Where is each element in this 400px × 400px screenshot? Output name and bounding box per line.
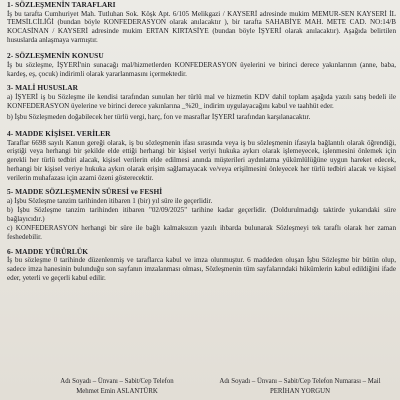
section-heading: 4- MADDE KİŞİSEL VERİLER	[7, 129, 111, 139]
section-effectiveness	[7, 248, 396, 283]
signature-caption: Adı Soyadı – Ünvanı – Sabit/Cep Telefon	[60, 378, 174, 385]
section-paragraph: a) İşbu Sözleşme tanzim tarihinden itibaren 1 (bir) yıl süre ile geçerlidir.	[7, 196, 213, 205]
section-paragraph: b) İşbu Sözleşmeden doğabilecek her türlü vergi, harç, fon ve masraflar İŞYERİ tarafından karşılanacaktır.	[7, 113, 311, 122]
signature-left	[22, 378, 212, 396]
section-duration	[7, 188, 396, 241]
section-paragraph: İş bu tarafta Cumhuriyet Mah. Tutluhan Sok. Köşk Apt. 6/105 Melikgazi / KAYSERİ adresinde mukim MEMUR-SEN KAYSERİ İL TEMSİLCİLİĞİ (bundan böyle KONFEDERASYON olarak anılacaktır ), bir tarafta SAHABİYE MAH. METE CAD. NO:14/B KOCASİNAN / KAYSERİ adresinde mukim ERTAN KIRTASİYE (bundan böyle İŞYERİ olarak anılacaktır). Aşağıda belirtilen hususlarda anlaşmaya varmıştır.	[7, 9, 396, 44]
section-heading: 5- MADDE SÖZLEŞMENİN SÜRESİ ve FESHİ	[7, 187, 163, 197]
signature-caption: Adı Soyadı – Ünvanı – Sabit/Cep Telefon Numarası – Mail	[219, 378, 381, 385]
section-paragraph: Taraflar 6698 sayılı Kanun gereği olarak, iş bu sözleşmenin ifası sırasında veya iş bu sözleşmenin ifasıyla bağlantılı olarak öğrendiği, eriştiği veya herhangi bir şekilde elde ettiği herhangi bir kişisel veriyi hukuka aykırı olarak işlemeyecek, işlenmesini önlemek için gerekli her türlü tedbiri alacak, kişisel verilerin elde edilmesi anında müşterileri aydınlatma yükümlülüğüne uygun hareket edecek, herhangi bir kişisel veriye hukuka aykırı olarak erişim sağlamayacak ve/veya erişilmesini önleyecek her türlü tedbiri alacak ve kişisel verilerin muhafazası için azami özeni gösterecektir.	[7, 138, 396, 182]
signature-block	[0, 374, 400, 400]
section-paragraph: a) İŞYERİ iş bu Sözleşme ile kendisi tarafından sunulan her türlü mal ve hizmetin KDV dahil toplam aşağıda yazılı satış bedeli ile KONFEDERASYON üyelerine ve birinci derece yakınlarına _%20_ indirim uygulayacağını kabul ve taahhüt eder.	[7, 93, 396, 110]
section-parties	[7, 1, 396, 44]
section-heading: 2- SÖZLEŞMENİN KONUSU	[7, 51, 104, 61]
section-heading: 3- MALİ HUSUSLAR	[7, 83, 79, 93]
section-personal-data	[7, 130, 396, 182]
signature-right	[205, 378, 395, 396]
section-financial	[7, 84, 396, 122]
section-paragraph: İş bu sözleşme 0 tarihinde düzenlenmiş ve taraflarca kabul ve imza olunmuştur. 6 maddeden oluşan İşbu Sözleşme bir bütün olup, sadece imza hanesinin bulunduğu son sayfanın imzalanması olması, Sözleşmenin tüm sayfalarındaki hükümlerin kabul edildiğini ifade eder, yeterli ve geçerli kabul edilir.	[7, 256, 396, 282]
section-heading: 1- SÖZLEŞMENİN TARAFLARI	[7, 0, 116, 9]
section-paragraph: c) KONFEDERASYON herhangi bir süre ile bağlı kalmaksızın yazılı ihbarda bulunarak Sözleşmeyi tek taraflı olarak her zaman feshedebilir.	[7, 224, 396, 241]
signatory-name: PERİHAN YORGUN	[270, 387, 330, 395]
section-paragraph: İş bu sözleşme, İŞYERİ'nin sunacağı mal/hizmetlerden KONFEDERASYON üyelerini ve birinci derece yakınlarının (anne, baba, kardeş, eş, çocuk) indirimli olarak yararlanmasını içermektedir.	[7, 61, 396, 78]
section-heading: 6- MADDE YÜRÜRLÜK	[7, 246, 89, 256]
section-subject	[7, 52, 396, 78]
signatory-name: Mehmet Emin ASLANTÜRK	[76, 387, 158, 395]
section-paragraph: b) İşbu Sözleşme tanzim tarihinden itibaren "02/09/2025" tarihine kadar geçerlidir. (Doldurulmadığı taktirde yukarıdaki süre bağlayıcıdır.)	[7, 206, 396, 223]
